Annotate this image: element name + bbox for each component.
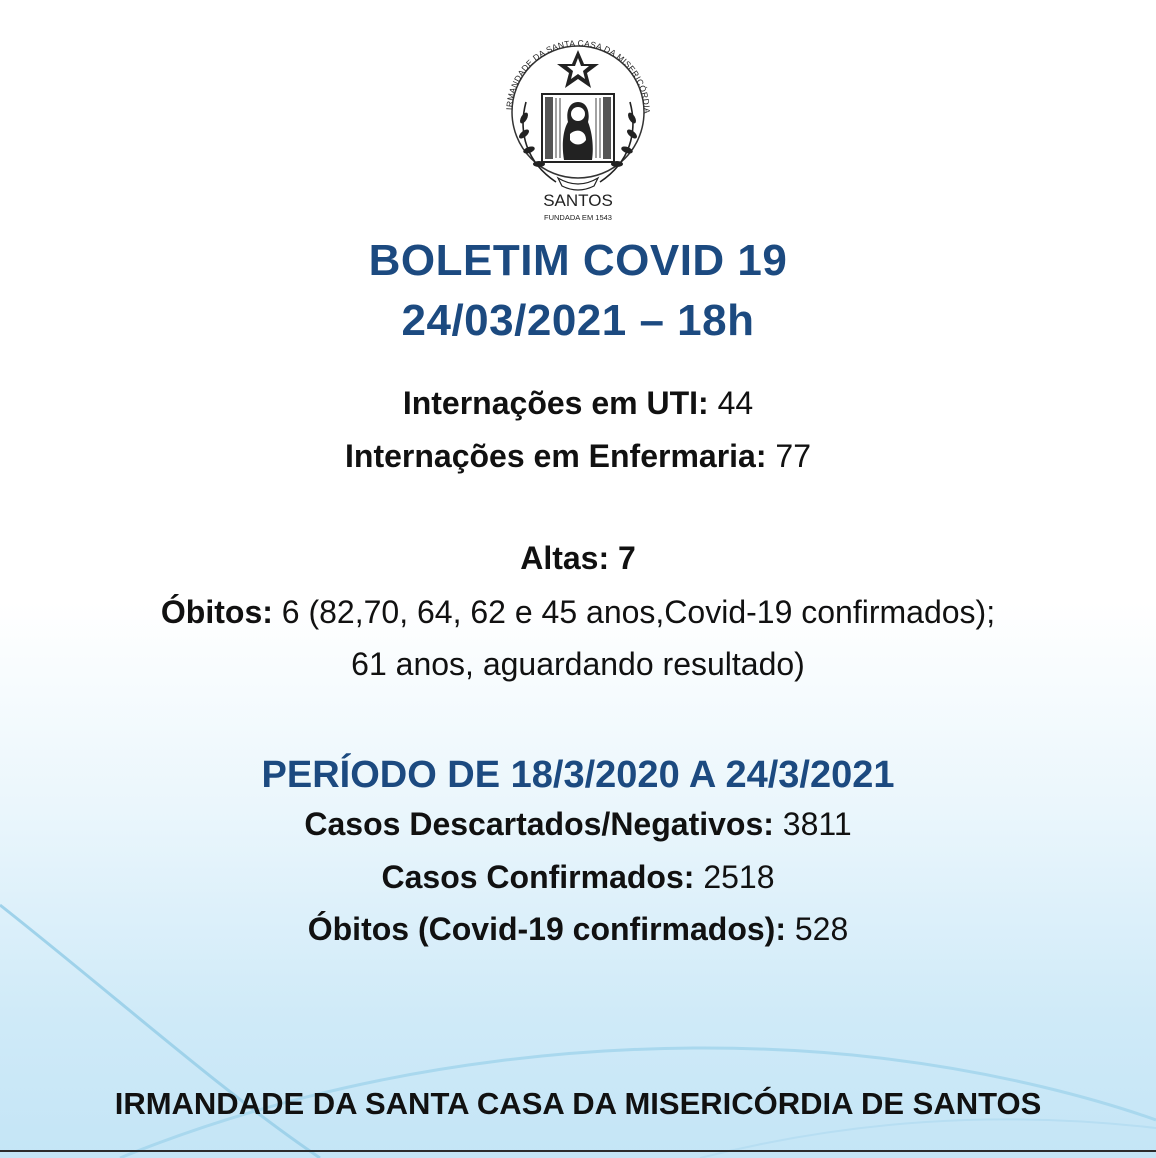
- period-obitos-label: Óbitos (Covid-19 confirmados):: [307, 911, 786, 947]
- descartados-value: 3811: [782, 806, 852, 842]
- altas-value: 7: [618, 540, 636, 576]
- santa-casa-logo: [496, 22, 660, 226]
- uti-value: 44: [717, 385, 754, 421]
- bulletin-date: 24/03/2021 – 18h: [401, 296, 755, 345]
- confirmados-label: Casos Confirmados:: [381, 859, 695, 895]
- confirmados-line: [0, 859, 1156, 896]
- altas-label: Altas:: [520, 540, 610, 576]
- confirmados-value: 2518: [703, 859, 775, 895]
- obitos-continuation: 61 anos, aguardando resultado): [351, 646, 805, 682]
- footer-org: IRMANDADE DA SANTA CASA DA MISERICÓRDIA DE SANTOS: [114, 1086, 1042, 1121]
- altas-line: [0, 540, 1156, 577]
- logo-city: SANTOS: [543, 191, 613, 210]
- period-title: PERÍODO DE 18/3/2020 A 24/3/2021: [261, 754, 895, 796]
- logo-founded: FUNDADA EM 1543: [544, 213, 612, 222]
- enfermaria-label: Internações em Enfermaria:: [345, 438, 767, 474]
- descartados-label: Casos Descartados/Negativos:: [304, 806, 774, 842]
- logo-arc-text: IRMANDADE DA SANTA CASA DA MISERICÓRDIA: [504, 37, 653, 114]
- enfermaria-value: 77: [775, 438, 811, 474]
- descartados-line: [0, 806, 1156, 843]
- enfermaria-line: [0, 438, 1156, 475]
- bulletin-title: BOLETIM COVID 19: [368, 236, 788, 285]
- uti-label: Internações em UTI:: [402, 385, 709, 421]
- obitos-label: Óbitos:: [160, 594, 273, 630]
- bottom-rule: [0, 1150, 1156, 1152]
- uti-line: [0, 385, 1156, 422]
- period-obitos-line: [0, 911, 1156, 948]
- period-obitos-value: 528: [794, 911, 849, 947]
- obitos-value: 6 (82,70, 64, 62 e 45 anos,Covid-19 confirmados);: [281, 594, 996, 630]
- obitos-line: [0, 594, 1156, 631]
